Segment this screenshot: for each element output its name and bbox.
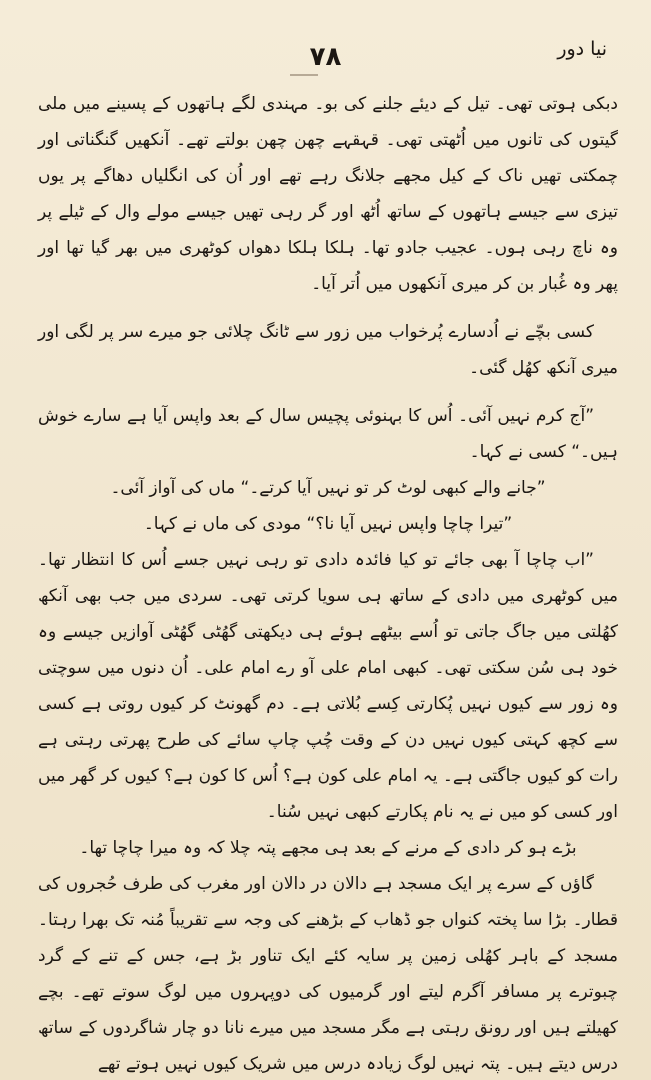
paragraph-8: گاؤں کے سرے پر ایک مسجد ہے دالان در دالان اور مغرب کی طرف حُجروں کی قطار۔ بڑا سا پختہ کنواں جو ڈھاب کے بڑھنے کی وجہ سے تقریباً مُنہ تک بھرا رہتا۔ مسجد کے باہر کھُلی زمین پر سایہ کئے ایک تناور بڑ ہے، جس کے تنے کے گرد چبوترے پر مسافر آگرم لیتے اور گرمیوں کی دوپہروں میں لوگ سوتے تھے۔ بچے کھیلتے ہیں اور رونق رہتی ہے مگر مسجد میں میرے نانا دو چار شاگردوں کے ساتھ درس دیتے ہیں۔ پتہ نہیں لوگ زیادہ درس میں شریک کیوں نہیں ہوتے تھے — [38, 874, 618, 1074]
paragraph-5: ”تیرا چاچا واپس نہیں آیا نا؟“ مودی کی ماں نے کہا۔ — [143, 514, 513, 534]
ink-underline-mark — [290, 66, 318, 76]
page-number: ۷۸ — [309, 42, 342, 72]
body-text — [38, 86, 618, 1080]
paragraph-1: دبکی ہوتی تھی۔ تیل کے دیئے جلنے کی بو۔ مہندی لگے ہاتھوں کے پسینے میں ملی گیتوں کی تانوں میں اُٹھتی تھی۔ قہقہے چھن چھن بولتے تھے۔ آنکھیں گنگناتی اور چمکتی تھیں ناک کے کیل مجھے جلانگ رہے تھے اور اُن کی انگلیاں دھاگے پر یوں تیزی سے جیسے ہاتھوں کے ساتھ اُٹھ اور گر رہی تھیں جیسے مولے وال کے ٹیلے پر وہ ناچ رہی ہوں۔ عجیب جادو تھا۔ ہلکا ہلکا دھواں کوٹھری میں بھر گیا تھا اور پھر وہ غُبار بن کر میری آنکھوں میں اُتر آیا۔ — [38, 94, 618, 294]
paragraph-3: ”آج کرم نہیں آئی۔ اُس کا بہنوئی پچیس سال کے بعد واپس آیا ہے سارے خوش ہیں۔“ کسی نے کہا۔ — [38, 406, 618, 462]
paragraph-6: ”اب چاچا آ بھی جائے تو کیا فائدہ دادی تو رہی نہیں جسے اُس کا انتظار تھا۔ میں کوٹھری میں دادی کے ساتھ ہی سویا کرتی تھی۔ سردی میں جب بھی آنکھ کھُلتی میں جاگ جاتی تو اُسے بیٹھے ہوئے ہی دیکھتی گھُٹی گھُٹی آوازیں جیسے وہ خود ہی سُن سکتی تھی۔ کبھی امام علی آو رے امام علی۔ اُن دنوں میں سوچتی وہ زور سے کیوں نہیں پُکارتی کِسے بُلاتی ہے۔ دم گھونٹ کر کیوں روتی ہے کسی سے کچھ کہتی کیوں نہیں دن کے وقت چُپ چاپ سائے کی طرح پھرتی رہتی ہے رات کو کیوں جاگتی ہے۔ یہ امام علی کون ہے؟ اُس کا کون ہے؟ کیوں کر گھر میں اور کسی کو میں نے یہ نام پکارتے کبھی نہیں سُنا۔ — [38, 550, 618, 822]
paragraph-2: کسی بچّے نے اُدسارے پُرخواب میں زور سے ٹانگ چلائی جو میرے سر پر لگی اور میری آنکھ کھُل گئی۔ — [38, 322, 618, 378]
paragraph-4: ”جانے والے کبھی لوٹ کر تو نہیں آیا کرتے۔“ ماں کی آواز آئی۔ — [110, 478, 546, 498]
paragraph-7: بڑے ہو کر دادی کے مرنے کے بعد ہی مجھے پتہ چلا کہ وہ میرا چاچا تھا۔ — [79, 838, 577, 858]
running-head: نیا دور — [557, 38, 607, 60]
